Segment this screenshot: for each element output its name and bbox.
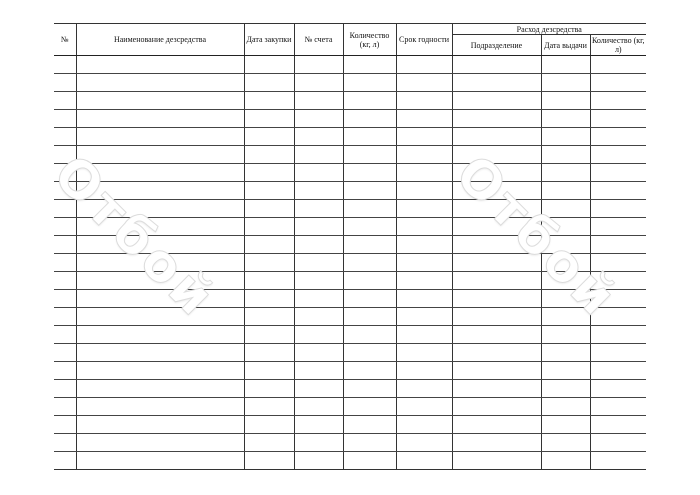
invoice-cell bbox=[294, 56, 343, 74]
department-cell bbox=[452, 164, 541, 182]
disinfectant-register-table bbox=[54, 23, 646, 470]
department-cell bbox=[452, 290, 541, 308]
number-cell bbox=[54, 362, 76, 380]
table-row bbox=[54, 92, 646, 110]
number-cell bbox=[54, 128, 76, 146]
invoice-cell bbox=[294, 218, 343, 236]
number-cell bbox=[54, 110, 76, 128]
department-cell bbox=[452, 326, 541, 344]
name-cell bbox=[76, 290, 244, 308]
shelf-life-cell bbox=[396, 200, 452, 218]
table-row bbox=[54, 362, 646, 380]
purchase-date-cell bbox=[244, 92, 294, 110]
table-row bbox=[54, 380, 646, 398]
issue-date-cell bbox=[541, 380, 590, 398]
name-cell bbox=[76, 308, 244, 326]
issue-date-cell bbox=[541, 218, 590, 236]
issue-date-cell bbox=[541, 362, 590, 380]
name-cell bbox=[76, 452, 244, 470]
shelf-life-cell bbox=[396, 290, 452, 308]
issue-date-cell bbox=[541, 272, 590, 290]
table-row bbox=[54, 272, 646, 290]
expense-quantity-cell bbox=[590, 218, 646, 236]
invoice-cell bbox=[294, 326, 343, 344]
table-row bbox=[54, 110, 646, 128]
purchase-date-cell bbox=[244, 380, 294, 398]
issue-date-cell bbox=[541, 200, 590, 218]
invoice-cell bbox=[294, 452, 343, 470]
col-header-shelf-life: Срок годности bbox=[396, 24, 452, 56]
number-cell bbox=[54, 434, 76, 452]
shelf-life-cell bbox=[396, 254, 452, 272]
department-cell bbox=[452, 200, 541, 218]
shelf-life-cell bbox=[396, 182, 452, 200]
expense-quantity-cell bbox=[590, 236, 646, 254]
shelf-life-cell bbox=[396, 128, 452, 146]
quantity-cell bbox=[343, 56, 396, 74]
table-row bbox=[54, 74, 646, 92]
purchase-date-cell bbox=[244, 326, 294, 344]
number-cell bbox=[54, 254, 76, 272]
col-header-expense-quantity: Количество (кг, л) bbox=[591, 36, 645, 54]
quantity-cell bbox=[343, 434, 396, 452]
purchase-date-cell bbox=[244, 146, 294, 164]
table-row bbox=[54, 218, 646, 236]
table-row bbox=[54, 344, 646, 362]
department-cell bbox=[452, 272, 541, 290]
expense-quantity-cell bbox=[590, 254, 646, 272]
issue-date-cell bbox=[541, 146, 590, 164]
expense-quantity-cell bbox=[590, 74, 646, 92]
number-cell bbox=[54, 56, 76, 74]
expense-quantity-cell bbox=[590, 128, 646, 146]
quantity-cell bbox=[343, 254, 396, 272]
shelf-life-cell bbox=[396, 236, 452, 254]
invoice-cell bbox=[294, 146, 343, 164]
department-cell bbox=[452, 218, 541, 236]
quantity-cell bbox=[343, 128, 396, 146]
invoice-cell bbox=[294, 344, 343, 362]
name-cell bbox=[76, 146, 244, 164]
department-cell bbox=[452, 344, 541, 362]
number-cell bbox=[54, 308, 76, 326]
shelf-life-cell bbox=[396, 326, 452, 344]
department-cell bbox=[452, 74, 541, 92]
table-row bbox=[54, 164, 646, 182]
quantity-cell bbox=[343, 380, 396, 398]
department-cell bbox=[452, 110, 541, 128]
invoice-cell bbox=[294, 290, 343, 308]
table-row bbox=[54, 254, 646, 272]
number-cell bbox=[54, 398, 76, 416]
quantity-cell bbox=[343, 92, 396, 110]
quantity-cell bbox=[343, 236, 396, 254]
expense-quantity-cell bbox=[590, 398, 646, 416]
purchase-date-cell bbox=[244, 218, 294, 236]
journal-sheet bbox=[54, 23, 646, 470]
purchase-date-cell bbox=[244, 434, 294, 452]
purchase-date-cell bbox=[244, 416, 294, 434]
quantity-cell bbox=[343, 272, 396, 290]
shelf-life-cell bbox=[396, 398, 452, 416]
name-cell bbox=[76, 272, 244, 290]
shelf-life-cell bbox=[396, 416, 452, 434]
number-cell bbox=[54, 146, 76, 164]
shelf-life-cell bbox=[396, 56, 452, 74]
invoice-cell bbox=[294, 398, 343, 416]
issue-date-cell bbox=[541, 452, 590, 470]
issue-date-cell bbox=[541, 164, 590, 182]
invoice-cell bbox=[294, 308, 343, 326]
department-cell bbox=[452, 434, 541, 452]
invoice-cell bbox=[294, 182, 343, 200]
name-cell bbox=[76, 92, 244, 110]
name-cell bbox=[76, 344, 244, 362]
table-row bbox=[54, 308, 646, 326]
shelf-life-cell bbox=[396, 362, 452, 380]
shelf-life-cell bbox=[396, 452, 452, 470]
expense-quantity-cell bbox=[590, 92, 646, 110]
issue-date-cell bbox=[541, 308, 590, 326]
col-header-expense-group: Расход дезсредства bbox=[452, 24, 646, 35]
department-cell bbox=[452, 362, 541, 380]
expense-quantity-cell bbox=[590, 434, 646, 452]
expense-quantity-cell bbox=[590, 110, 646, 128]
shelf-life-cell bbox=[396, 272, 452, 290]
name-cell bbox=[76, 326, 244, 344]
expense-quantity-cell bbox=[590, 146, 646, 164]
name-cell bbox=[76, 164, 244, 182]
shelf-life-cell bbox=[396, 380, 452, 398]
issue-date-cell bbox=[541, 326, 590, 344]
purchase-date-cell bbox=[244, 290, 294, 308]
purchase-date-cell bbox=[244, 182, 294, 200]
shelf-life-cell bbox=[396, 344, 452, 362]
quantity-cell bbox=[343, 344, 396, 362]
expense-quantity-cell bbox=[590, 344, 646, 362]
col-header-quantity: Количество (кг, л) bbox=[343, 24, 396, 56]
name-cell bbox=[76, 128, 244, 146]
department-cell bbox=[452, 236, 541, 254]
invoice-cell bbox=[294, 128, 343, 146]
issue-date-cell bbox=[541, 254, 590, 272]
number-cell bbox=[54, 218, 76, 236]
quantity-cell bbox=[343, 182, 396, 200]
invoice-cell bbox=[294, 236, 343, 254]
department-cell bbox=[452, 182, 541, 200]
purchase-date-cell bbox=[244, 236, 294, 254]
quantity-cell bbox=[343, 362, 396, 380]
name-cell bbox=[76, 434, 244, 452]
department-cell bbox=[452, 128, 541, 146]
table-row bbox=[54, 56, 646, 74]
issue-date-cell bbox=[541, 290, 590, 308]
expense-quantity-cell bbox=[590, 182, 646, 200]
quantity-cell bbox=[343, 326, 396, 344]
number-cell bbox=[54, 452, 76, 470]
purchase-date-cell bbox=[244, 164, 294, 182]
number-cell bbox=[54, 182, 76, 200]
department-cell bbox=[452, 92, 541, 110]
issue-date-cell bbox=[541, 110, 590, 128]
shelf-life-cell bbox=[396, 308, 452, 326]
issue-date-cell bbox=[541, 344, 590, 362]
name-cell bbox=[76, 398, 244, 416]
invoice-cell bbox=[294, 92, 343, 110]
table-row bbox=[54, 236, 646, 254]
issue-date-cell bbox=[541, 74, 590, 92]
purchase-date-cell bbox=[244, 362, 294, 380]
quantity-cell bbox=[343, 200, 396, 218]
table-row bbox=[54, 452, 646, 470]
col-header-purchase-date: Дата закупки bbox=[244, 24, 294, 56]
shelf-life-cell bbox=[396, 74, 452, 92]
issue-date-cell bbox=[541, 92, 590, 110]
expense-quantity-cell bbox=[590, 56, 646, 74]
number-cell bbox=[54, 326, 76, 344]
name-cell bbox=[76, 362, 244, 380]
purchase-date-cell bbox=[244, 308, 294, 326]
number-cell bbox=[54, 290, 76, 308]
expense-quantity-cell bbox=[590, 380, 646, 398]
department-cell bbox=[452, 380, 541, 398]
number-cell bbox=[54, 344, 76, 362]
purchase-date-cell bbox=[244, 200, 294, 218]
purchase-date-cell bbox=[244, 74, 294, 92]
quantity-cell bbox=[343, 74, 396, 92]
department-cell bbox=[452, 416, 541, 434]
purchase-date-cell bbox=[244, 110, 294, 128]
number-cell bbox=[54, 272, 76, 290]
quantity-cell bbox=[343, 110, 396, 128]
issue-date-cell bbox=[541, 182, 590, 200]
table-row bbox=[54, 182, 646, 200]
quantity-cell bbox=[343, 452, 396, 470]
issue-date-cell bbox=[541, 128, 590, 146]
table-row bbox=[54, 398, 646, 416]
number-cell bbox=[54, 92, 76, 110]
number-cell bbox=[54, 74, 76, 92]
expense-quantity-cell bbox=[590, 452, 646, 470]
invoice-cell bbox=[294, 362, 343, 380]
quantity-cell bbox=[343, 416, 396, 434]
name-cell bbox=[76, 416, 244, 434]
table-row bbox=[54, 434, 646, 452]
invoice-cell bbox=[294, 110, 343, 128]
header-row bbox=[54, 24, 646, 35]
issue-date-cell bbox=[541, 434, 590, 452]
name-cell bbox=[76, 200, 244, 218]
name-cell bbox=[76, 254, 244, 272]
shelf-life-cell bbox=[396, 92, 452, 110]
shelf-life-cell bbox=[396, 434, 452, 452]
quantity-cell bbox=[343, 308, 396, 326]
invoice-cell bbox=[294, 434, 343, 452]
purchase-date-cell bbox=[244, 452, 294, 470]
register-body bbox=[54, 56, 646, 470]
table-row bbox=[54, 200, 646, 218]
number-cell bbox=[54, 380, 76, 398]
purchase-date-cell bbox=[244, 344, 294, 362]
department-cell bbox=[452, 398, 541, 416]
quantity-cell bbox=[343, 146, 396, 164]
table-row bbox=[54, 290, 646, 308]
expense-quantity-cell bbox=[590, 290, 646, 308]
expense-quantity-cell bbox=[590, 326, 646, 344]
invoice-cell bbox=[294, 200, 343, 218]
name-cell bbox=[76, 380, 244, 398]
col-header-issue-date: Дата выдачи bbox=[541, 35, 590, 56]
shelf-life-cell bbox=[396, 146, 452, 164]
name-cell bbox=[76, 110, 244, 128]
issue-date-cell bbox=[541, 416, 590, 434]
table-row bbox=[54, 416, 646, 434]
quantity-cell bbox=[343, 398, 396, 416]
expense-quantity-cell bbox=[590, 164, 646, 182]
table-row bbox=[54, 146, 646, 164]
quantity-cell bbox=[343, 164, 396, 182]
col-header-name: Наименование дезсредства bbox=[76, 24, 244, 56]
table-row bbox=[54, 128, 646, 146]
purchase-date-cell bbox=[244, 254, 294, 272]
department-cell bbox=[452, 308, 541, 326]
invoice-cell bbox=[294, 272, 343, 290]
department-cell bbox=[452, 254, 541, 272]
department-cell bbox=[452, 146, 541, 164]
purchase-date-cell bbox=[244, 128, 294, 146]
watermark-left: Отбой bbox=[41, 144, 228, 330]
shelf-life-cell bbox=[396, 110, 452, 128]
issue-date-cell bbox=[541, 56, 590, 74]
number-cell bbox=[54, 164, 76, 182]
department-cell bbox=[452, 56, 541, 74]
name-cell bbox=[76, 56, 244, 74]
quantity-cell bbox=[343, 290, 396, 308]
name-cell bbox=[76, 236, 244, 254]
issue-date-cell bbox=[541, 398, 590, 416]
number-cell bbox=[54, 200, 76, 218]
purchase-date-cell bbox=[244, 272, 294, 290]
purchase-date-cell bbox=[244, 56, 294, 74]
purchase-date-cell bbox=[244, 398, 294, 416]
department-cell bbox=[452, 452, 541, 470]
col-header-number: № bbox=[54, 24, 76, 56]
name-cell bbox=[76, 218, 244, 236]
quantity-cell bbox=[343, 218, 396, 236]
expense-quantity-cell bbox=[590, 200, 646, 218]
name-cell bbox=[76, 182, 244, 200]
expense-quantity-cell bbox=[590, 362, 646, 380]
number-cell bbox=[54, 416, 76, 434]
watermark-right: Отбой bbox=[443, 144, 630, 330]
invoice-cell bbox=[294, 254, 343, 272]
name-cell bbox=[76, 74, 244, 92]
invoice-cell bbox=[294, 416, 343, 434]
number-cell bbox=[54, 236, 76, 254]
issue-date-cell bbox=[541, 236, 590, 254]
invoice-cell bbox=[294, 380, 343, 398]
col-header-invoice: № счета bbox=[294, 24, 343, 56]
shelf-life-cell bbox=[396, 164, 452, 182]
expense-quantity-cell bbox=[590, 416, 646, 434]
expense-quantity-cell bbox=[590, 272, 646, 290]
shelf-life-cell bbox=[396, 218, 452, 236]
table-row bbox=[54, 326, 646, 344]
expense-quantity-cell bbox=[590, 308, 646, 326]
invoice-cell bbox=[294, 164, 343, 182]
invoice-cell bbox=[294, 74, 343, 92]
col-header-department: Подразделение bbox=[452, 35, 541, 56]
